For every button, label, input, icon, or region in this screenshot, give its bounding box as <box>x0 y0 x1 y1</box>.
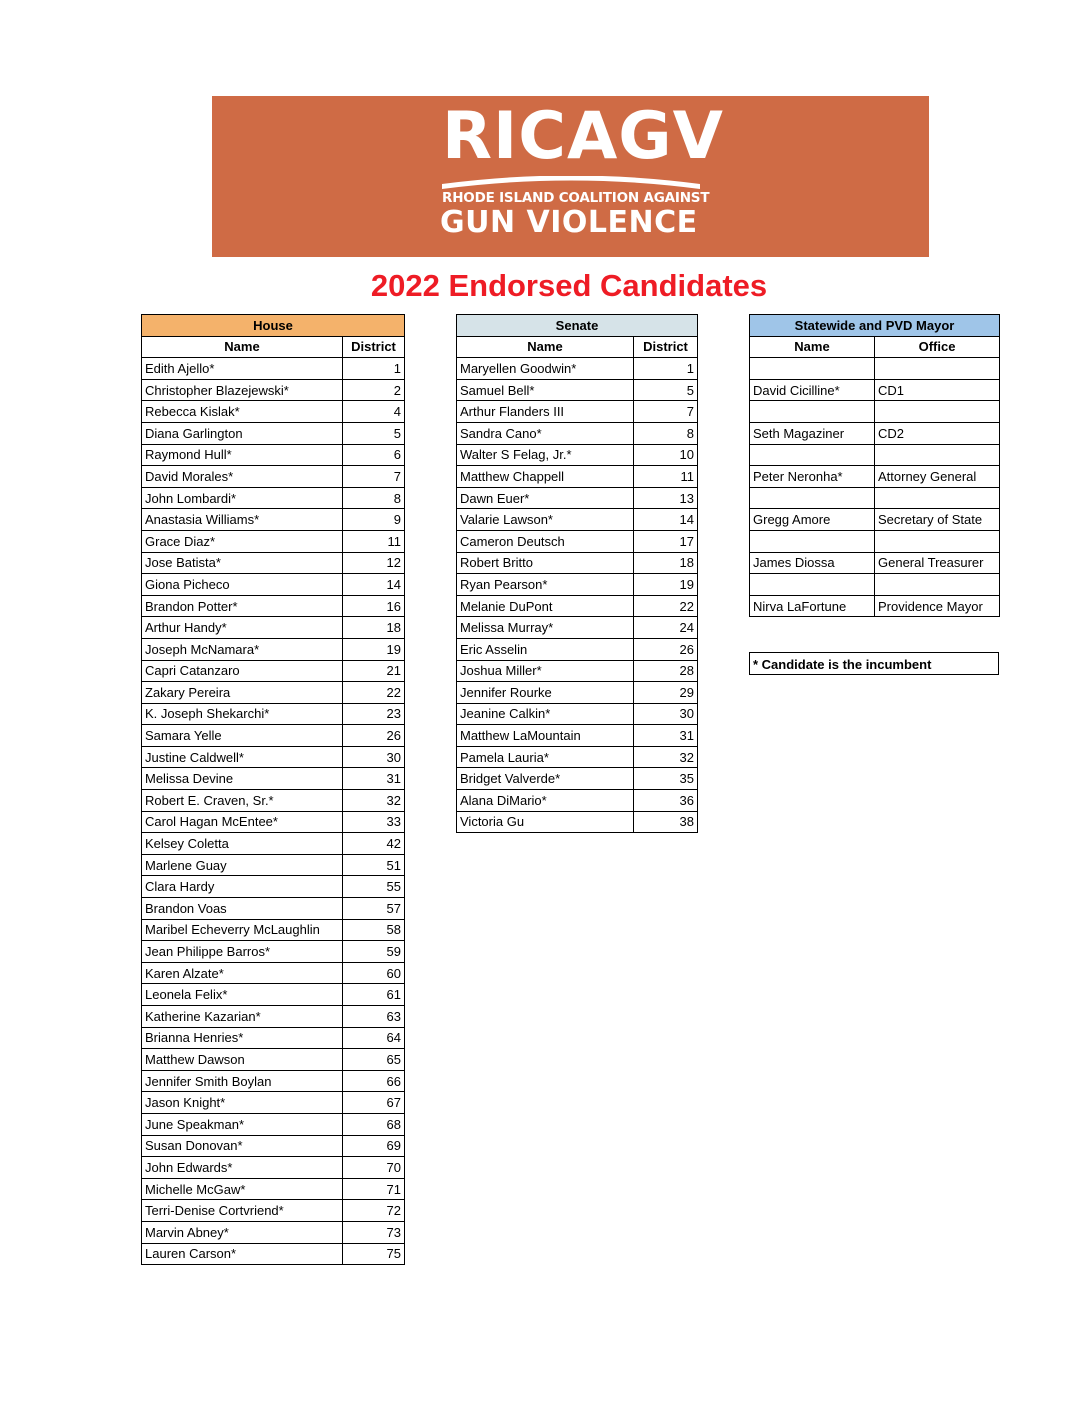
candidate-name: Pamela Lauria* <box>457 746 634 768</box>
ricagv-logo <box>440 99 724 245</box>
statewide-table <box>749 314 1000 617</box>
statewide-header: Statewide and PVD Mayor <box>750 315 1000 337</box>
senate-row <box>457 552 698 574</box>
candidate-name: Susan Donovan* <box>142 1135 343 1157</box>
house-row <box>142 595 405 617</box>
senate-row <box>457 379 698 401</box>
senate-row <box>457 790 698 812</box>
candidate-name: Diana Garlington <box>142 422 343 444</box>
district-number: 9 <box>343 509 405 531</box>
house-row <box>142 552 405 574</box>
district-number: 59 <box>343 941 405 963</box>
incumbent-note: * Candidate is the incumbent <box>749 652 999 675</box>
district-number: 67 <box>343 1092 405 1114</box>
office-name: Attorney General <box>875 466 1000 488</box>
senate-rows <box>457 358 698 833</box>
district-number: 22 <box>634 595 698 617</box>
senate-row <box>457 509 698 531</box>
house-row <box>142 1049 405 1071</box>
candidate-name: Brandon Potter* <box>142 595 343 617</box>
candidate-name: David Cicilline* <box>750 379 875 401</box>
senate-row <box>457 574 698 596</box>
district-number: 10 <box>634 444 698 466</box>
candidate-name: Bridget Valverde* <box>457 768 634 790</box>
candidate-name: Samuel Bell* <box>457 379 634 401</box>
candidate-name: Katherine Kazarian* <box>142 1006 343 1028</box>
senate-row <box>457 466 698 488</box>
candidate-name: Marvin Abney* <box>142 1221 343 1243</box>
candidate-name: David Morales* <box>142 466 343 488</box>
candidate-name: June Speakman* <box>142 1113 343 1135</box>
house-row <box>142 379 405 401</box>
house-rows <box>142 358 405 1265</box>
district-number: 66 <box>343 1070 405 1092</box>
district-number: 23 <box>343 703 405 725</box>
candidate-name: Maryellen Goodwin* <box>457 358 634 380</box>
district-number: 8 <box>343 487 405 509</box>
senate-row <box>457 725 698 747</box>
district-number: 4 <box>343 401 405 423</box>
senate-table <box>456 314 698 833</box>
senate-col-district: District <box>634 336 698 358</box>
candidate-name: Jeanine Calkin* <box>457 703 634 725</box>
candidate-name: Eric Asselin <box>457 638 634 660</box>
district-number: 65 <box>343 1049 405 1071</box>
district-number: 26 <box>343 725 405 747</box>
district-number: 30 <box>634 703 698 725</box>
statewide-col-office: Office <box>875 336 1000 358</box>
house-row <box>142 854 405 876</box>
office-name: General Treasurer <box>875 552 1000 574</box>
district-number: 55 <box>343 876 405 898</box>
candidate-name: John Edwards* <box>142 1157 343 1179</box>
candidate-name: Justine Caldwell* <box>142 746 343 768</box>
house-row <box>142 660 405 682</box>
house-row <box>142 898 405 920</box>
house-row <box>142 444 405 466</box>
candidate-name: Dawn Euer* <box>457 487 634 509</box>
candidate-name: Jennifer Smith Boylan <box>142 1070 343 1092</box>
office-name: Secretary of State <box>875 509 1000 531</box>
house-row <box>142 984 405 1006</box>
statewide-row <box>750 574 1000 596</box>
logo-tagline: GUN VIOLENCE <box>440 205 698 240</box>
house-col-name: Name <box>142 336 343 358</box>
district-number: 35 <box>634 768 698 790</box>
house-row <box>142 941 405 963</box>
senate-row <box>457 595 698 617</box>
senate-row <box>457 746 698 768</box>
statewide-row <box>750 422 1000 444</box>
candidate-name: Matthew Chappell <box>457 466 634 488</box>
district-number: 51 <box>343 854 405 876</box>
candidate-name: Lauren Carson* <box>142 1243 343 1265</box>
statewide-row <box>750 552 1000 574</box>
district-number: 73 <box>343 1221 405 1243</box>
district-number: 58 <box>343 919 405 941</box>
house-row <box>142 919 405 941</box>
house-row <box>142 358 405 380</box>
candidate-name: John Lombardi* <box>142 487 343 509</box>
house-header: House <box>142 315 405 337</box>
district-number: 13 <box>634 487 698 509</box>
candidate-name <box>750 487 875 509</box>
district-number: 18 <box>343 617 405 639</box>
candidate-name <box>750 401 875 423</box>
candidate-name: Valarie Lawson* <box>457 509 634 531</box>
house-row <box>142 768 405 790</box>
district-number: 28 <box>634 660 698 682</box>
office-name <box>875 444 1000 466</box>
district-number: 12 <box>343 552 405 574</box>
house-row <box>142 509 405 531</box>
candidate-name: Melissa Devine <box>142 768 343 790</box>
house-row <box>142 703 405 725</box>
candidate-name: K. Joseph Shekarchi* <box>142 703 343 725</box>
candidate-name: Seth Magaziner <box>750 422 875 444</box>
candidate-name <box>750 530 875 552</box>
statewide-row <box>750 595 1000 617</box>
house-row <box>142 1200 405 1222</box>
district-number: 42 <box>343 833 405 855</box>
candidate-name: Arthur Handy* <box>142 617 343 639</box>
candidate-name: Nirva LaFortune <box>750 595 875 617</box>
house-row <box>142 1243 405 1265</box>
district-number: 72 <box>343 1200 405 1222</box>
candidate-name: Karen Alzate* <box>142 962 343 984</box>
district-number: 5 <box>634 379 698 401</box>
district-number: 6 <box>343 444 405 466</box>
senate-row <box>457 530 698 552</box>
candidate-name: Grace Diaz* <box>142 530 343 552</box>
house-row <box>142 1178 405 1200</box>
candidate-name: Cameron Deutsch <box>457 530 634 552</box>
house-row <box>142 811 405 833</box>
candidate-name <box>750 444 875 466</box>
house-row <box>142 574 405 596</box>
senate-row <box>457 682 698 704</box>
house-row <box>142 833 405 855</box>
statewide-row <box>750 530 1000 552</box>
candidate-name: Rebecca Kislak* <box>142 401 343 423</box>
statewide-row <box>750 509 1000 531</box>
senate-row <box>457 703 698 725</box>
candidate-name: Walter S Felag, Jr.* <box>457 444 634 466</box>
candidate-name: Matthew Dawson <box>142 1049 343 1071</box>
statewide-row <box>750 358 1000 380</box>
district-number: 36 <box>634 790 698 812</box>
house-row <box>142 1135 405 1157</box>
office-name <box>875 358 1000 380</box>
candidate-name: Giona Picheco <box>142 574 343 596</box>
district-number: 71 <box>343 1178 405 1200</box>
candidate-name: Terri-Denise Cortvriend* <box>142 1200 343 1222</box>
senate-row <box>457 401 698 423</box>
candidate-name: Edith Ajello* <box>142 358 343 380</box>
office-name <box>875 530 1000 552</box>
logo-acronym: RICAGV <box>442 99 724 174</box>
house-row <box>142 725 405 747</box>
district-number: 31 <box>343 768 405 790</box>
candidate-name: Joseph McNamara* <box>142 638 343 660</box>
office-name: CD2 <box>875 422 1000 444</box>
senate-row <box>457 660 698 682</box>
district-number: 33 <box>343 811 405 833</box>
district-number: 26 <box>634 638 698 660</box>
candidate-name: Robert Britto <box>457 552 634 574</box>
district-number: 7 <box>634 401 698 423</box>
district-number: 70 <box>343 1157 405 1179</box>
district-number: 2 <box>343 379 405 401</box>
candidate-name: Sandra Cano* <box>457 422 634 444</box>
house-row <box>142 466 405 488</box>
district-number: 32 <box>343 790 405 812</box>
candidate-name: Matthew LaMountain <box>457 725 634 747</box>
statewide-rows <box>750 358 1000 617</box>
district-number: 14 <box>634 509 698 531</box>
district-number: 57 <box>343 898 405 920</box>
house-row <box>142 746 405 768</box>
house-row <box>142 1221 405 1243</box>
district-number: 5 <box>343 422 405 444</box>
house-row <box>142 790 405 812</box>
senate-row <box>457 358 698 380</box>
district-number: 38 <box>634 811 698 833</box>
candidate-name: Marlene Guay <box>142 854 343 876</box>
house-row <box>142 1092 405 1114</box>
candidate-name: Peter Neronha* <box>750 466 875 488</box>
candidate-name: Capri Catanzaro <box>142 660 343 682</box>
statewide-row <box>750 444 1000 466</box>
senate-row <box>457 487 698 509</box>
district-number: 63 <box>343 1006 405 1028</box>
house-table <box>141 314 405 1265</box>
page-title: 2022 Endorsed Candidates <box>370 268 768 303</box>
district-number: 32 <box>634 746 698 768</box>
senate-row <box>457 422 698 444</box>
candidate-name: Ryan Pearson* <box>457 574 634 596</box>
district-number: 8 <box>634 422 698 444</box>
logo-subtitle: RHODE ISLAND COALITION AGAINST <box>442 190 710 206</box>
senate-row <box>457 617 698 639</box>
office-name: CD1 <box>875 379 1000 401</box>
candidate-name: Carol Hagan McEntee* <box>142 811 343 833</box>
candidate-name: Alana DiMario* <box>457 790 634 812</box>
district-number: 69 <box>343 1135 405 1157</box>
office-name <box>875 401 1000 423</box>
district-number: 24 <box>634 617 698 639</box>
candidate-name: Jose Batista* <box>142 552 343 574</box>
district-number: 75 <box>343 1243 405 1265</box>
senate-row <box>457 768 698 790</box>
house-row <box>142 422 405 444</box>
district-number: 31 <box>634 725 698 747</box>
candidate-name: Brandon Voas <box>142 898 343 920</box>
district-number: 18 <box>634 552 698 574</box>
district-number: 68 <box>343 1113 405 1135</box>
candidate-name <box>750 574 875 596</box>
district-number: 60 <box>343 962 405 984</box>
candidate-name: Samara Yelle <box>142 725 343 747</box>
candidate-name: Victoria Gu <box>457 811 634 833</box>
candidate-name: Kelsey Coletta <box>142 833 343 855</box>
candidate-name: Robert E. Craven, Sr.* <box>142 790 343 812</box>
senate-row <box>457 811 698 833</box>
district-number: 19 <box>343 638 405 660</box>
candidate-name: Christopher Blazejewski* <box>142 379 343 401</box>
candidate-name: Melissa Murray* <box>457 617 634 639</box>
house-row <box>142 1006 405 1028</box>
house-row <box>142 1027 405 1049</box>
district-number: 14 <box>343 574 405 596</box>
house-row <box>142 1157 405 1179</box>
district-number: 22 <box>343 682 405 704</box>
house-row <box>142 1113 405 1135</box>
candidate-name: Jason Knight* <box>142 1092 343 1114</box>
district-number: 17 <box>634 530 698 552</box>
senate-row <box>457 638 698 660</box>
house-row <box>142 401 405 423</box>
district-number: 1 <box>343 358 405 380</box>
candidate-name: Jennifer Rourke <box>457 682 634 704</box>
statewide-row <box>750 379 1000 401</box>
district-number: 30 <box>343 746 405 768</box>
district-number: 11 <box>343 530 405 552</box>
candidate-name: Melanie DuPont <box>457 595 634 617</box>
candidate-name: Maribel Echeverry McLaughlin <box>142 919 343 941</box>
candidate-name: Raymond Hull* <box>142 444 343 466</box>
house-col-district: District <box>343 336 405 358</box>
district-number: 7 <box>343 466 405 488</box>
district-number: 21 <box>343 660 405 682</box>
office-name <box>875 574 1000 596</box>
house-row <box>142 638 405 660</box>
candidate-name: Leonela Felix* <box>142 984 343 1006</box>
house-row <box>142 682 405 704</box>
senate-col-name: Name <box>457 336 634 358</box>
senate-row <box>457 444 698 466</box>
statewide-row <box>750 401 1000 423</box>
statewide-col-name: Name <box>750 336 875 358</box>
office-name: Providence Mayor <box>875 595 1000 617</box>
house-row <box>142 530 405 552</box>
candidate-name: Joshua Miller* <box>457 660 634 682</box>
house-row <box>142 876 405 898</box>
candidate-name: Anastasia Williams* <box>142 509 343 531</box>
candidate-name: Clara Hardy <box>142 876 343 898</box>
district-number: 19 <box>634 574 698 596</box>
district-number: 1 <box>634 358 698 380</box>
district-number: 64 <box>343 1027 405 1049</box>
house-row <box>142 617 405 639</box>
statewide-row <box>750 466 1000 488</box>
house-row <box>142 487 405 509</box>
candidate-name: Arthur Flanders III <box>457 401 634 423</box>
candidate-name: Brianna Henries* <box>142 1027 343 1049</box>
house-row <box>142 1070 405 1092</box>
candidate-name <box>750 358 875 380</box>
candidate-name: Jean Philippe Barros* <box>142 941 343 963</box>
candidate-name: Michelle McGaw* <box>142 1178 343 1200</box>
district-number: 16 <box>343 595 405 617</box>
senate-header: Senate <box>457 315 698 337</box>
office-name <box>875 487 1000 509</box>
statewide-row <box>750 487 1000 509</box>
house-row <box>142 962 405 984</box>
candidate-name: James Diossa <box>750 552 875 574</box>
district-number: 61 <box>343 984 405 1006</box>
district-number: 29 <box>634 682 698 704</box>
candidate-name: Gregg Amore <box>750 509 875 531</box>
candidate-name: Zakary Pereira <box>142 682 343 704</box>
district-number: 11 <box>634 466 698 488</box>
